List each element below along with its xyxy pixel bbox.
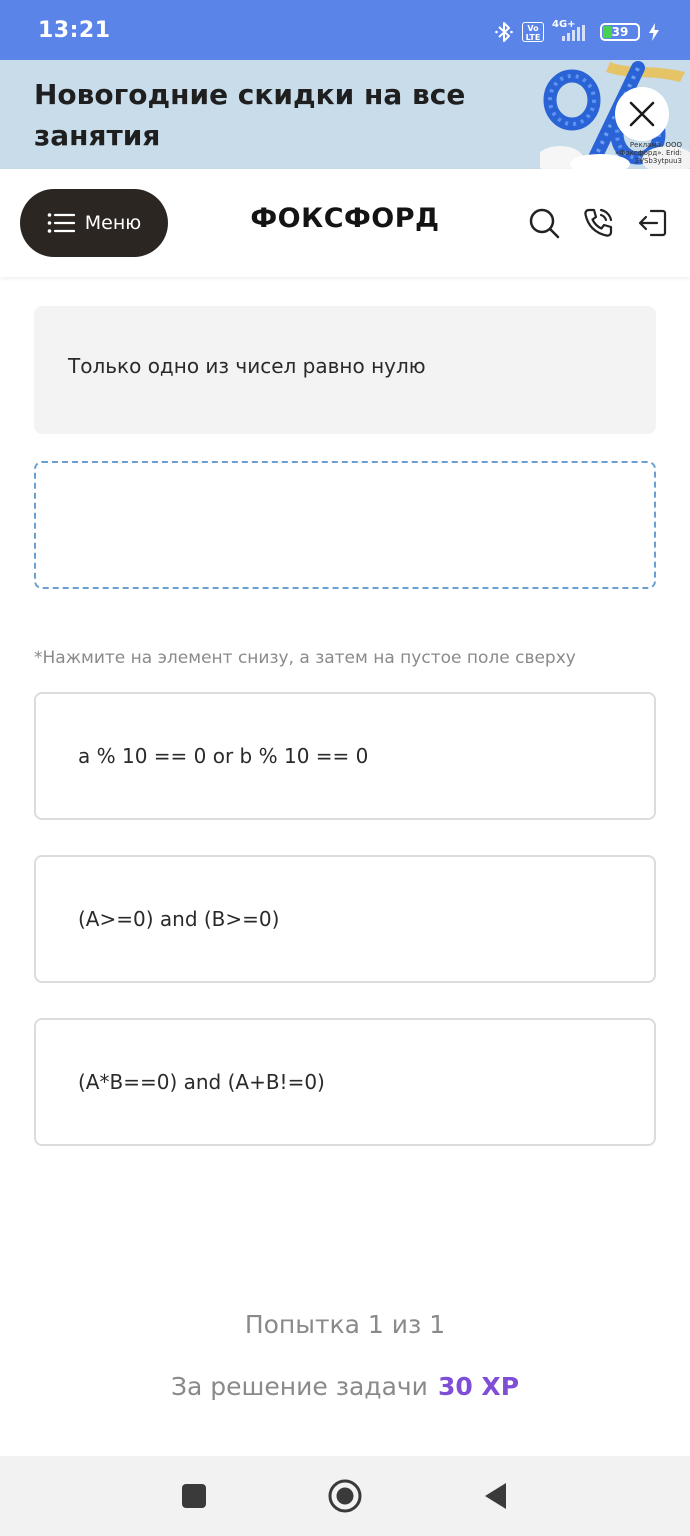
- logout-icon[interactable]: [637, 207, 669, 239]
- battery-level: 39: [611, 25, 629, 39]
- foxford-logo[interactable]: ФОКСФОРД: [250, 203, 440, 234]
- task-reward: [0, 1372, 690, 1401]
- menu-label: Меню: [84, 212, 142, 234]
- task-hint: *Нажмите на элемент снизу, а затем на пустое поле сверху: [34, 648, 576, 668]
- reward-xp: 30 XP: [437, 1372, 520, 1401]
- banner-legal: Реклама. ООО «Фоксфорд». Erid: 2VSb3ytpuu3: [615, 141, 682, 165]
- volte-icon: Vo LTE: [522, 22, 544, 42]
- attempt-counter: Попытка 1 из 1: [244, 1310, 446, 1339]
- network-type: 4G+: [552, 19, 576, 30]
- answer-dropzone[interactable]: [34, 461, 656, 589]
- signal-icon: [552, 21, 592, 43]
- menu-button[interactable]: [20, 189, 168, 257]
- site-header: [0, 169, 690, 277]
- answer-option-1[interactable]: a % 10 == 0 or b % 10 == 0: [34, 692, 656, 820]
- promo-banner[interactable]: [0, 60, 690, 169]
- bluetooth-icon: [494, 21, 514, 43]
- reward-label: За решение задачи: [170, 1372, 428, 1401]
- status-bar: [0, 0, 690, 60]
- status-icons: [494, 20, 660, 44]
- task-statement: Только одно из чисел равно нулю: [34, 306, 656, 434]
- hamburger-icon: [47, 212, 75, 234]
- status-time: 13:21: [38, 18, 111, 43]
- close-icon: [629, 101, 655, 127]
- system-nav-bar: [0, 1456, 690, 1536]
- search-icon[interactable]: [528, 207, 560, 239]
- recents-icon[interactable]: [176, 1478, 212, 1514]
- banner-close-button[interactable]: [615, 87, 669, 141]
- answer-option-2[interactable]: (A>=0) and (B>=0): [34, 855, 656, 983]
- answer-option-3[interactable]: (A*B==0) and (A+B!=0): [34, 1018, 656, 1146]
- banner-title: Новогодние скидки на все занятия: [34, 78, 466, 152]
- battery-icon: [600, 23, 640, 41]
- home-icon[interactable]: [327, 1478, 363, 1514]
- back-icon[interactable]: [478, 1478, 514, 1514]
- phone-icon[interactable]: [582, 207, 614, 239]
- charging-icon: [648, 23, 660, 41]
